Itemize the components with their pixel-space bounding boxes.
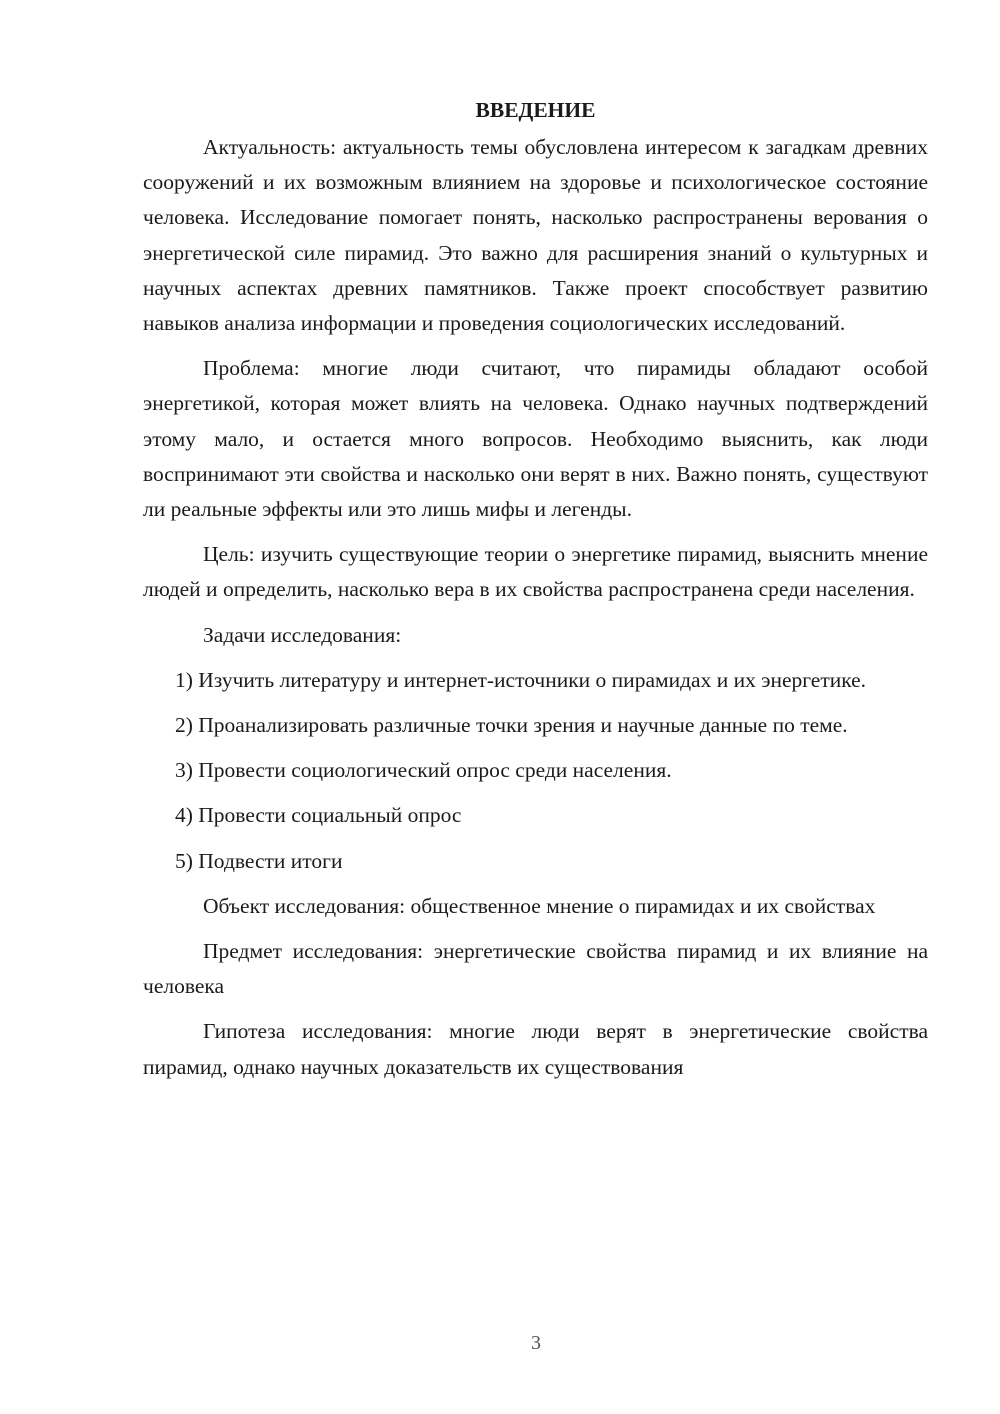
task-item-1: 1) Изучить литературу и интернет-источники о пирамидах и их энергетике. [175, 667, 867, 692]
hypothesis-paragraph: Гипотеза исследования: многие люди верят в энергетические свойства пирамид, однако научных доказательств их существования [143, 1019, 928, 1079]
tasks-heading: Задачи исследования: [203, 622, 402, 647]
goal-paragraph: Цель: изучить существующие теории о энергетике пирамид, выяснить мнение людей и определить, насколько вера в их свойства распространена среди населения. [143, 542, 928, 602]
section-title: ВВЕДЕНИЕ [475, 98, 596, 122]
task-item-2: 2) Проанализировать различные точки зрения и научные данные по теме. [175, 713, 848, 738]
task-item-3: 3) Провести социологический опрос среди населения. [175, 758, 672, 783]
page-number: 3 [531, 1332, 541, 1354]
subject-paragraph: Предмет исследования: энергетические свойства пирамид и их влияние на человека [143, 939, 928, 999]
object-paragraph: Объект исследования: общественное мнение о пирамидах и их свойствах [203, 893, 876, 918]
task-item-5: 5) Подвести итоги [175, 848, 343, 873]
relevance-paragraph: Актуальность: актуальность темы обусловлена интересом к загадкам древних сооружений и их возможным влиянием на здоровье и психологическое состояние человека. Исследование помогает понять, насколько распространены верования о энергетической силе пирамид. Это важно для расширения знаний о культурных и научных аспектах древних памятников. Также проект способствует развитию навыков анализа информации и проведения социологических исследований. [143, 135, 928, 336]
document-page [143, 90, 928, 1095]
task-item-4: 4) Провести социальный опрос [175, 803, 462, 828]
problem-paragraph: Проблема: многие люди считают, что пирамиды обладают особой энергетикой, которая может влиять на человека. Однако научных подтверждений этому мало, и остается много вопросов. Необходимо выяснить, как люди воспринимают эти свойства и насколько они верят в них. Важно понять, существуют ли реальные эффекты или это лишь мифы и легенды. [143, 356, 928, 522]
